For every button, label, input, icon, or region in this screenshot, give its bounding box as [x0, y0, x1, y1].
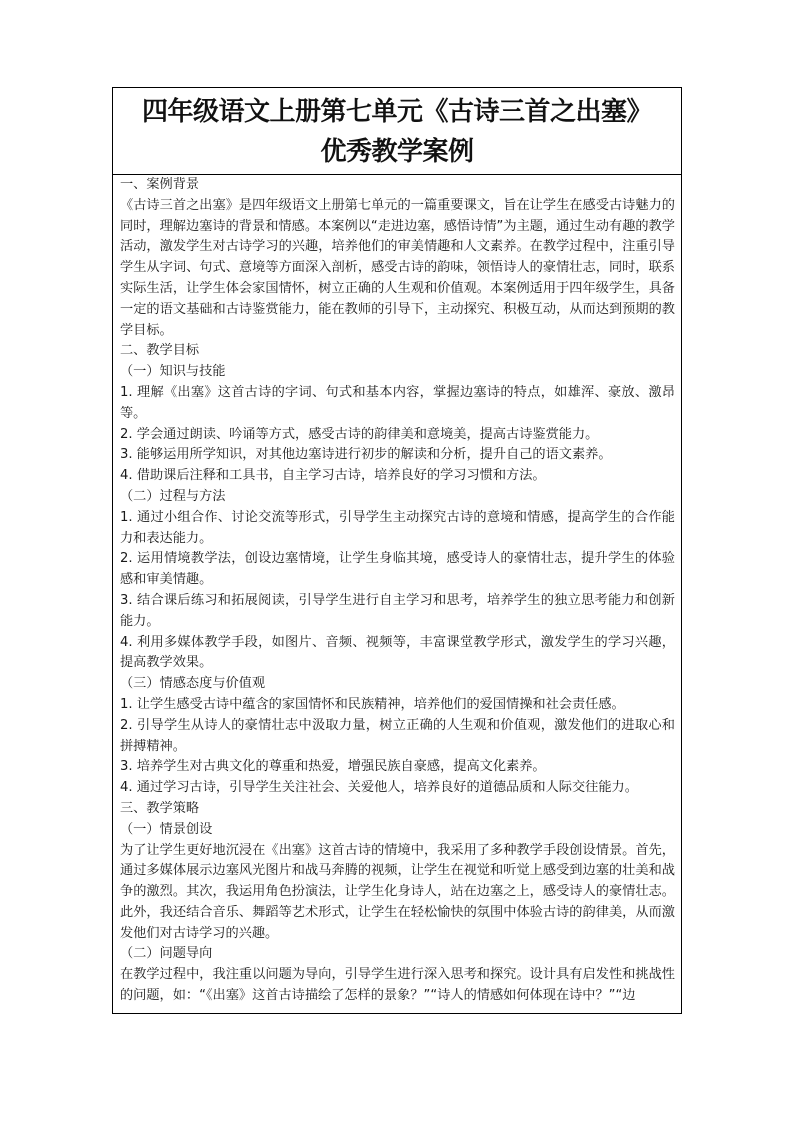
section-heading-background: 一、案例背景	[120, 177, 200, 192]
scenario-paragraph: 为了让学生更好地沉浸在《出塞》这首古诗的情境中，我采用了多种教学手段创设情景。首先，通过多媒体展示边塞风光图片和战马奔腾的视频，让学生在视觉和听觉上感受到边塞的壮美和战争的激烈。其次，我运用角色扮演法，让学生化身诗人，站在边塞之上，感受诗人的豪情壮志。此外，我还结合音乐、舞蹈等艺术形式，让学生在轻松愉快的氛围中体验古诗的韵律美，从而激发他们对古诗学习的兴趣。	[120, 842, 675, 941]
problem-paragraph: 在教学过程中，我注重以问题为导向，引导学生进行深入思考和探究。设计具有启发性和挑战性的问题，如：“《出塞》这首古诗描绘了怎样的景象？”“诗人的情感如何体现在诗中？”“边	[120, 967, 675, 1004]
list-item: 2. 引导学生从诗人的豪情壮志中汲取力量，树立正确的人生观和价值观，激发他们的进取心和拼搏精神。	[120, 717, 675, 754]
list-item: 2. 运用情境教学法，创设边塞情境，让学生身临其境，感受诗人的豪情壮志，提升学生的体验感和审美情趣。	[120, 551, 675, 588]
list-item: 3. 培养学生对古典文化的尊重和热爱，增强民族自豪感，提高文化素养。	[120, 759, 546, 775]
list-item: 3. 结合课后练习和拓展阅读，引导学生进行自主学习和思考，培养学生的独立思考能力和创新能力。	[120, 592, 675, 629]
list-item: 1. 通过小组合作、讨论交流等形式，引导学生主动探究古诗的意境和情感，提高学生的合作能力和表达能力。	[120, 509, 675, 546]
subheading-process-methods: （二）过程与方法	[120, 488, 226, 504]
document-frame	[112, 87, 682, 1014]
list-item: 1. 理解《出塞》这首古诗的字词、句式和基本内容，掌握边塞诗的特点，如雄浑、豪放、激昂等。	[120, 384, 675, 421]
list-item: 4. 借助课后注释和工具书，自主学习古诗，培养良好的学习习惯和方法。	[120, 468, 546, 484]
document-title	[113, 88, 681, 172]
title-line-1: 四年级语文上册第七单元《古诗三首之出塞》	[141, 97, 652, 127]
list-item: 4. 通过学习古诗，引导学生关注社会、关爱他人，培养良好的道德品质和人际交往能力。	[120, 780, 638, 796]
section-heading-objectives: 二、教学目标	[120, 343, 200, 359]
section-heading-strategies: 三、教学策略	[120, 800, 200, 816]
subheading-scenario-creation: （一）情景创设	[120, 821, 213, 837]
title-line-2: 优秀教学案例	[320, 137, 474, 167]
list-item: 2. 学会通过朗读、吟诵等方式，感受古诗的韵律美和意境美，提高古诗鉴赏能力。	[120, 426, 599, 442]
subheading-knowledge-skills: （一）知识与技能	[120, 364, 226, 380]
list-item: 1. 让学生感受古诗中蕴含的家国情怀和民族精神，培养他们的爱国情操和社会责任感。	[120, 696, 625, 712]
list-item: 3. 能够运用所学知识，对其他边塞诗进行初步的解读和分析，提升自己的语文素养。	[120, 447, 612, 463]
background-paragraph: 《古诗三首之出塞》是四年级语文上册第七单元的一篇重要课文，旨在让学生在感受古诗魅力的同时，理解边塞诗的背景和情感。本案例以“走进边塞，感悟诗情”为主题，通过生动有趣的教学活动，激发学生对古诗学习的兴趣，培养他们的审美情趣和人文素养。在教学过程中，注重引导学生从字词、句式、意境等方面深入剖析，感受古诗的韵味，领悟诗人的豪情壮志，同时，联系实际生活，让学生体会家国情怀，树立正确的人生观和价值观。本案例适用于四年级学生，具备一定的语文基础和古诗鉴赏能力，能在教师的引导下，主动探究、积极互动，从而达到预期的教学目标。	[120, 197, 675, 338]
list-item: 4. 利用多媒体教学手段，如图片、音频、视频等，丰富课堂教学形式，激发学生的学习兴趣，提高教学效果。	[120, 634, 675, 671]
subheading-attitudes-values: （三）情感态度与价值观	[120, 676, 266, 692]
document-body	[113, 175, 681, 1007]
subheading-problem-oriented: （二）问题导向	[120, 946, 213, 962]
